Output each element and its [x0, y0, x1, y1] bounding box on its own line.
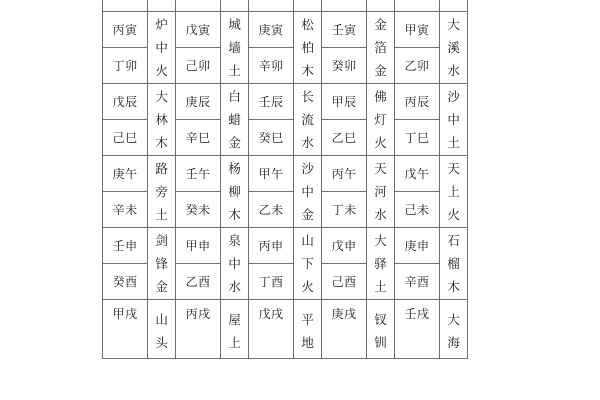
nayin-table-wrapper — [102, 0, 468, 359]
ganzhi-cell: 丙戌 — [175, 300, 220, 359]
nayin-char: 中 — [301, 184, 314, 199]
ganzhi-cell: 辛卯 — [248, 48, 293, 84]
ganzhi-cell: 己巳 — [103, 120, 148, 156]
nayin-char: 长 — [301, 89, 314, 104]
ganzhi-cell: 甲戌 — [103, 300, 148, 359]
nayin-char: 木 — [301, 63, 314, 78]
nayin-char: 土 — [228, 63, 241, 78]
nayin-cell — [148, 12, 176, 84]
nayin-char: 屋 — [228, 312, 241, 327]
nayin-char: 木 — [228, 207, 241, 222]
nayin-cell — [148, 228, 176, 300]
nayin-cell — [367, 156, 395, 228]
nayin-cell — [294, 228, 322, 300]
nayin-char: 灯 — [374, 112, 387, 127]
nayin-char: 蜡 — [228, 112, 241, 127]
ganzhi-cell: 甲辰 — [321, 84, 366, 120]
nayin-char: 剑 — [155, 233, 168, 248]
ganzhi-cell: 戊申 — [321, 228, 366, 264]
nayin-cell — [440, 84, 468, 156]
ganzhi-cell: 庚午 — [103, 156, 148, 192]
nayin-char: 天 — [374, 161, 387, 176]
ganzhi-cell: 壬午 — [175, 156, 220, 192]
nayin-char: 钗 — [374, 312, 387, 327]
nayin-char: 锋 — [155, 256, 168, 271]
nayin-char: 上 — [447, 184, 460, 199]
nayin-char: 炉 — [155, 17, 168, 32]
nayin-char: 山 — [155, 312, 168, 327]
nayin-cell — [221, 228, 249, 300]
ganzhi-cell: 癸未 — [175, 192, 220, 228]
nayin-char: 流 — [301, 112, 314, 127]
ganzhi-cell: 庚寅 — [248, 12, 293, 48]
nayin-cell — [294, 300, 322, 359]
ganzhi-cell: 甲寅 — [394, 12, 439, 48]
nayin-char: 金 — [301, 207, 314, 222]
nayin-char: 石 — [447, 233, 460, 248]
table-cell-partial — [440, 0, 468, 12]
nayin-char: 柳 — [228, 184, 241, 199]
nayin-char: 松 — [301, 17, 314, 32]
nayin-char: 水 — [301, 135, 314, 150]
ganzhi-cell: 乙酉 — [175, 264, 220, 300]
ganzhi-cell: 乙巳 — [321, 120, 366, 156]
nayin-char: 水 — [447, 63, 460, 78]
nayin-char: 大 — [155, 89, 168, 104]
table-cell-partial — [175, 0, 220, 12]
nayin-char: 海 — [447, 335, 460, 350]
nayin-char: 中 — [155, 40, 168, 55]
table-row — [103, 12, 468, 48]
table-cell-partial — [221, 0, 249, 12]
ganzhi-cell: 丁酉 — [248, 264, 293, 300]
ganzhi-cell: 戊午 — [394, 156, 439, 192]
nayin-char: 榴 — [447, 256, 460, 271]
nayin-char: 佛 — [374, 89, 387, 104]
nayin-char: 柏 — [301, 40, 314, 55]
ganzhi-cell: 甲午 — [248, 156, 293, 192]
ganzhi-cell: 戊辰 — [103, 84, 148, 120]
nayin-char: 沙 — [301, 161, 314, 176]
nayin-char: 杨 — [228, 161, 241, 176]
nayin-cell — [440, 156, 468, 228]
nayin-char: 金 — [228, 135, 241, 150]
nayin-cell — [367, 300, 395, 359]
nayin-cell — [148, 84, 176, 156]
ganzhi-cell: 壬申 — [103, 228, 148, 264]
ganzhi-cell: 癸卯 — [321, 48, 366, 84]
ganzhi-cell: 壬戌 — [394, 300, 439, 359]
nayin-char: 平 — [301, 312, 314, 327]
nayin-char: 上 — [228, 335, 241, 350]
nayin-cell — [440, 12, 468, 84]
nayin-cell — [221, 156, 249, 228]
nayin-char: 土 — [447, 135, 460, 150]
ganzhi-cell: 乙未 — [248, 192, 293, 228]
ganzhi-cell: 壬寅 — [321, 12, 366, 48]
nayin-char: 林 — [155, 112, 168, 127]
nayin-cell — [367, 84, 395, 156]
nayin-char: 水 — [374, 207, 387, 222]
ganzhi-cell: 丙申 — [248, 228, 293, 264]
table-row — [103, 228, 468, 264]
nayin-char: 中 — [228, 256, 241, 271]
ganzhi-cell: 癸巳 — [248, 120, 293, 156]
nayin-char: 土 — [374, 279, 387, 294]
nayin-char: 大 — [374, 233, 387, 248]
nayin-char: 城 — [228, 17, 241, 32]
table-row — [103, 156, 468, 192]
nayin-char: 头 — [155, 335, 168, 350]
ganzhi-cell: 庚辰 — [175, 84, 220, 120]
nayin-cell — [367, 228, 395, 300]
ganzhi-cell: 辛巳 — [175, 120, 220, 156]
ganzhi-cell: 戊戌 — [248, 300, 293, 359]
nayin-table — [102, 0, 468, 359]
nayin-char: 木 — [155, 135, 168, 150]
nayin-cell — [440, 228, 468, 300]
nayin-char: 溪 — [447, 40, 460, 55]
ganzhi-cell: 丙寅 — [103, 12, 148, 48]
nayin-char: 中 — [447, 112, 460, 127]
nayin-char: 金 — [374, 17, 387, 32]
nayin-char: 大 — [447, 312, 460, 327]
ganzhi-cell: 庚申 — [394, 228, 439, 264]
ganzhi-cell: 己卯 — [175, 48, 220, 84]
ganzhi-cell: 甲申 — [175, 228, 220, 264]
table-cell-partial — [248, 0, 293, 12]
table-cell-partial — [394, 0, 439, 12]
nayin-char: 白 — [228, 89, 241, 104]
nayin-cell — [221, 12, 249, 84]
nayin-char: 水 — [228, 279, 241, 294]
nayin-cell — [294, 156, 322, 228]
ganzhi-cell: 乙卯 — [394, 48, 439, 84]
ganzhi-cell: 壬辰 — [248, 84, 293, 120]
nayin-cell — [148, 156, 176, 228]
nayin-cell — [294, 12, 322, 84]
nayin-char: 钏 — [374, 335, 387, 350]
nayin-char: 火 — [155, 63, 168, 78]
nayin-char: 天 — [447, 161, 460, 176]
table-row — [103, 300, 468, 359]
ganzhi-cell: 丁未 — [321, 192, 366, 228]
nayin-char: 地 — [301, 335, 314, 350]
table-row — [103, 84, 468, 120]
ganzhi-cell: 辛未 — [103, 192, 148, 228]
ganzhi-cell: 辛酉 — [394, 264, 439, 300]
ganzhi-cell: 丙午 — [321, 156, 366, 192]
nayin-char: 驿 — [374, 256, 387, 271]
nayin-char: 下 — [301, 256, 314, 271]
table-cell-partial — [148, 0, 176, 12]
nayin-char: 土 — [155, 207, 168, 222]
nayin-cell — [367, 12, 395, 84]
nayin-char: 河 — [374, 184, 387, 199]
nayin-cell — [221, 300, 249, 359]
nayin-table-body — [103, 0, 468, 359]
nayin-char: 墙 — [228, 40, 241, 55]
table-cell-partial — [321, 0, 366, 12]
table-cell-partial — [103, 0, 148, 12]
nayin-char: 金 — [155, 279, 168, 294]
ganzhi-cell: 戊寅 — [175, 12, 220, 48]
ganzhi-cell: 丙辰 — [394, 84, 439, 120]
table-cell-partial — [367, 0, 395, 12]
nayin-char: 木 — [447, 279, 460, 294]
nayin-char: 箔 — [374, 40, 387, 55]
table-row-partial — [103, 0, 468, 12]
ganzhi-cell: 庚戌 — [321, 300, 366, 359]
nayin-cell — [440, 300, 468, 359]
ganzhi-cell: 丁巳 — [394, 120, 439, 156]
nayin-cell — [294, 84, 322, 156]
ganzhi-cell: 丁卯 — [103, 48, 148, 84]
nayin-char: 火 — [374, 135, 387, 150]
nayin-char: 山 — [301, 233, 314, 248]
table-cell-partial — [294, 0, 322, 12]
nayin-char: 金 — [374, 63, 387, 78]
nayin-char: 旁 — [155, 184, 168, 199]
nayin-char: 大 — [447, 17, 460, 32]
nayin-cell — [221, 84, 249, 156]
nayin-char: 火 — [447, 207, 460, 222]
nayin-char: 泉 — [228, 233, 241, 248]
nayin-char: 沙 — [447, 89, 460, 104]
nayin-char: 路 — [155, 161, 168, 176]
ganzhi-cell: 己酉 — [321, 264, 366, 300]
ganzhi-cell: 己未 — [394, 192, 439, 228]
nayin-char: 火 — [301, 279, 314, 294]
ganzhi-cell: 癸酉 — [103, 264, 148, 300]
nayin-cell — [148, 300, 176, 359]
